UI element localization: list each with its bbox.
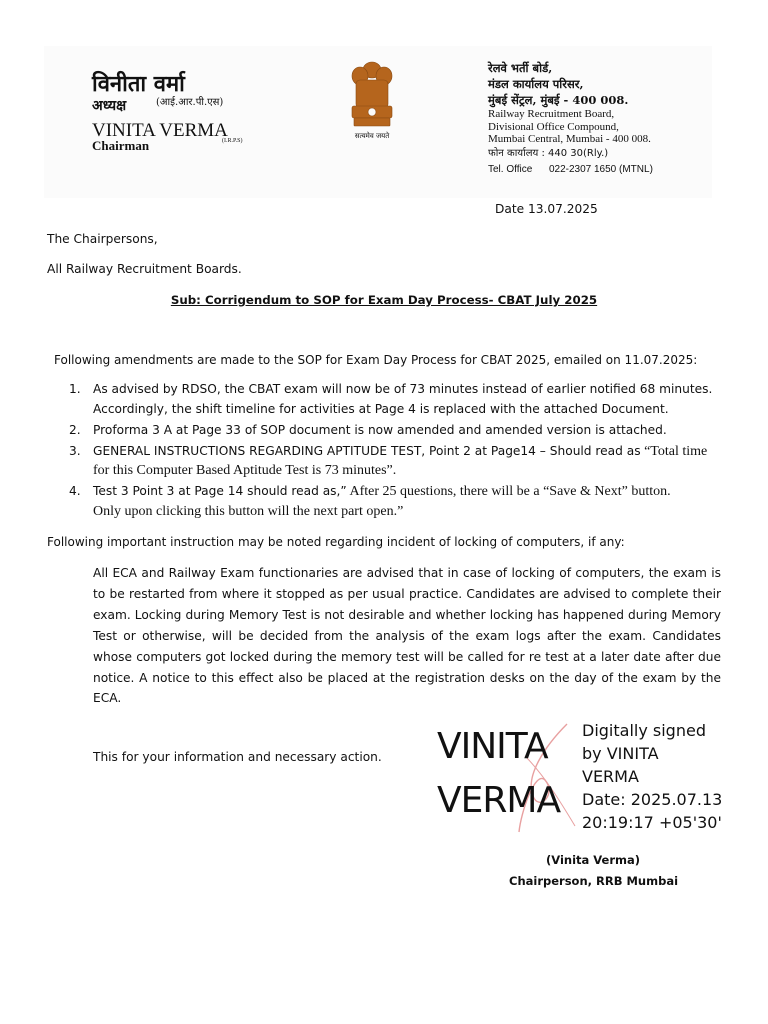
amendments-intro: Following amendments are made to the SOP for Exam Day Process for CBAT 2025, emailed on 11.07.2025: — [54, 353, 698, 367]
list-item-text: Accordingly, the shift timeline for activities at Page 4 is replaced with the attached Document. — [93, 401, 669, 416]
digital-signature-certificate — [582, 719, 722, 834]
list-item-number: 2. — [69, 422, 81, 437]
list-item-text: As advised by RDSO, the CBAT exam will now be of 73 minutes instead of earlier notified 68 minutes. — [93, 382, 713, 396]
phone-hindi: फोन कार्यालय : 440 30(Rly.) — [488, 147, 609, 159]
signatory-name: (Vinita Verma) — [546, 853, 641, 867]
letterhead-name-english: VINITA VERMA — [92, 120, 228, 141]
digital-signature-name-line-2: VERMA — [437, 780, 561, 821]
list-item — [47, 482, 727, 521]
list-item — [47, 380, 727, 419]
digital-signature-name-line-1: VINITA — [437, 726, 548, 767]
list-item-text: GENERAL INSTRUCTIONS REGARDING APTITUDE TEST, Point 2 at Page14 – Should read as — [93, 443, 641, 458]
locking-instruction-paragraph: All ECA and Railway Exam functionaries are advised that in case of locking of computers, the exam is to be restarted from where it stopped as per usual practice. Candidates are advised to complete their exam. Locking during Memory Test is not desirable and whether locking has happened during Memory Test or otherwise, will be decided from the analysis of the exam logs after the exam. Candidates whose computers got locked during the memory test will be called for re test at a later date after due notice. A notice to this effect also be placed at the registration desks on the day of the exam by the ECA. — [93, 566, 721, 706]
letterhead-title-hindi: अध्यक्ष — [92, 98, 127, 114]
closing-line: This for your information and necessary action. — [93, 750, 382, 764]
letterhead-name-hindi: विनीता वर्मा — [92, 71, 185, 97]
letter-date: Date 13.07.2025 — [495, 202, 598, 216]
letterhead-service-english: (I.R.P.S) — [222, 138, 243, 144]
letterhead-address — [488, 60, 653, 178]
address-hindi-line-1: रेलवे भर्ती बोर्ड, — [488, 61, 553, 75]
phone-english: Tel. Office 022-2307 1650 (MTNL) — [488, 163, 653, 175]
signature-cert-line: 20:19:17 +05'30' — [582, 813, 722, 832]
list-item-number: 3. — [69, 443, 81, 458]
address-hindi-line-3: मुंबई सेंट्रल, मुंबई - 400 008. — [488, 93, 629, 107]
list-item-number: 4. — [69, 484, 81, 498]
address-english-line-3: Mumbai Central, Mumbai - 400 008. — [488, 133, 651, 145]
list-item — [47, 442, 727, 481]
address-english-line-1: Railway Recruitment Board, — [488, 108, 615, 120]
addressee-line-1: The Chairpersons, — [47, 232, 158, 246]
list-item-text-quote: “Total time — [640, 443, 708, 459]
list-item-text-quote: After 25 questions, there will be a “Save & Next” button. — [346, 484, 671, 499]
signature-cert-line: Digitally signed — [582, 721, 706, 740]
signature-cert-line: VERMA — [582, 767, 639, 786]
list-item-text-quote: for this Computer Based Aptitude Test is 73 minutes”. — [93, 463, 397, 478]
signatory-title: Chairperson, RRB Mumbai — [509, 874, 679, 888]
list-item-number: 1. — [69, 382, 81, 396]
amendments-list — [47, 380, 727, 523]
list-item-text-quote: Only upon clicking this button will the next part open.” — [93, 503, 404, 519]
address-hindi-line-2: मंडल कार्यालय परिसर, — [488, 77, 584, 91]
letterhead-title-english: Chairman — [92, 138, 150, 153]
addressee-line-2: All Railway Recruitment Boards. — [47, 262, 242, 276]
letterhead-service-hindi: (आई.आर.पी.एस) — [156, 97, 224, 108]
letterhead — [44, 46, 712, 198]
signature-cert-line: Date: 2025.07.13 — [582, 790, 723, 809]
address-english-line-2: Divisional Office Compound, — [488, 120, 619, 133]
emblem-motto: सत्यमेव जयते — [354, 132, 390, 140]
locking-intro: Following important instruction may be noted regarding incident of locking of computers, if any: — [47, 535, 625, 549]
list-item — [47, 421, 727, 441]
signature-cert-line: by VINITA — [582, 744, 659, 763]
list-item-text: Test 3 Point 3 at Page 14 should read as,” — [93, 484, 347, 498]
list-item-text: Proforma 3 A at Page 33 of SOP document is now amended and amended version is attached. — [93, 422, 667, 437]
subject-line: Sub: Corrigendum to SOP for Exam Day Process- CBAT July 2025 — [170, 293, 598, 307]
